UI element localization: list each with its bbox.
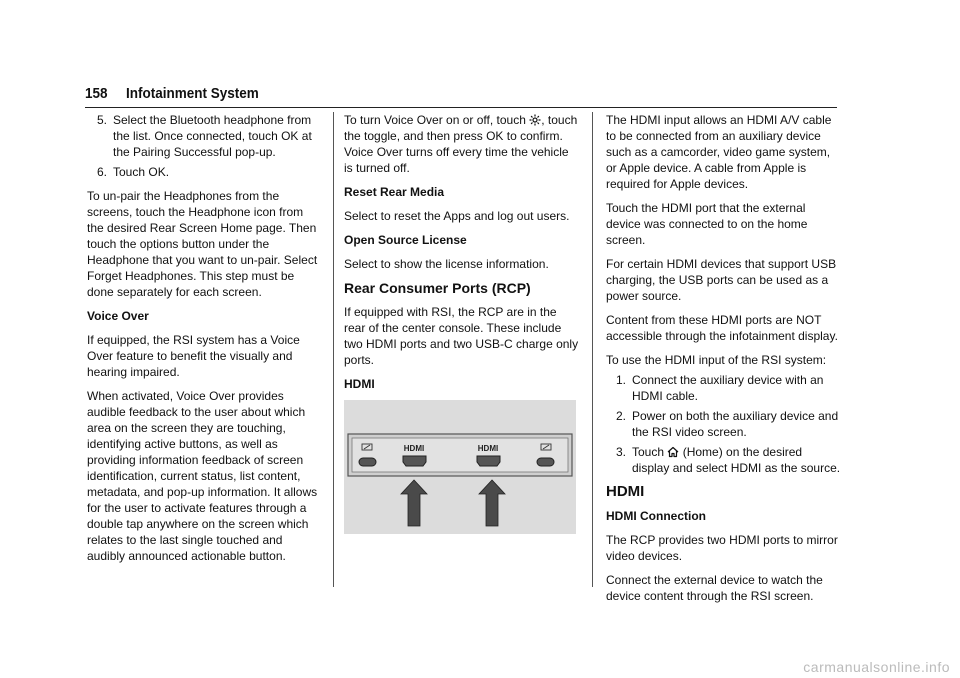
column-divider bbox=[333, 112, 334, 587]
list-item bbox=[87, 112, 323, 160]
step-number: 1. bbox=[615, 373, 626, 387]
voice-over-paragraph-2: When activated, Voice Over provides audible feedback to the user about which area on the screen they are touching, identifying active buttons, as well as providing information feedback of screen identification, current status, list content, metadata, and pop-up information. It allows for the user to activate features through a double tap anywhere on the screen which relates to the last single touched and audibly announced actionable button. bbox=[87, 389, 318, 563]
port-panel-inner bbox=[352, 438, 568, 472]
hdmi-connection-paragraph-1: The RCP provides two HDMI ports to mirror video devices. bbox=[606, 533, 838, 563]
toggle-text-b: , touch the toggle, and then press OK to confirm. Voice Over turns off every time the vehicle is turned off. bbox=[344, 113, 578, 175]
section-title: Infotainment System bbox=[126, 85, 259, 102]
rcp-ports-illustration bbox=[344, 400, 576, 534]
hdmi-section-heading: HDMI bbox=[606, 483, 645, 500]
open-source-license-paragraph: Select to show the license information. bbox=[344, 257, 549, 271]
list-item bbox=[606, 444, 842, 476]
page-header bbox=[85, 82, 837, 108]
step-text: Touch OK. bbox=[113, 165, 170, 179]
unpair-paragraph: To un-pair the Headphones from the screens, touch the Headphone icon from the desired Rear Screen Home page. Then touch the options button under the Headphone that you want to un-pair. Select Forget Headphones. This step must be done separately for each screen. bbox=[87, 189, 318, 299]
hdmi-paragraph-5: To use the HDMI input of the RSI system: bbox=[606, 353, 827, 367]
watermark: carmanualsonline.info bbox=[803, 659, 950, 675]
column-divider bbox=[592, 112, 593, 587]
gear-icon bbox=[529, 114, 541, 126]
step-number: 5. bbox=[96, 113, 107, 127]
step-text: Connect the auxiliary device with an HDMI cable. bbox=[632, 373, 824, 403]
hdmi-label-right: HDMI bbox=[477, 444, 499, 453]
toggle-text-a: To turn Voice Over on or off, touch bbox=[344, 113, 530, 127]
column-3 bbox=[606, 112, 842, 612]
page-number: 158 bbox=[85, 85, 108, 102]
voice-over-heading: Voice Over bbox=[87, 309, 149, 323]
hdmi-paragraph-2: Touch the HDMI port that the external device was connected to on the home screen. bbox=[606, 201, 808, 247]
hdmi-paragraph-1: The HDMI input allows an HDMI A/V cable to be connected from an auxiliary device such as a camcorder, video game system, or Apple device. A cable from Apple is required for Apple devices. bbox=[606, 113, 832, 191]
step-text: Power on both the auxiliary device and the RSI video screen. bbox=[632, 409, 839, 439]
voice-over-toggle-paragraph bbox=[344, 112, 580, 176]
arrow-up-icon bbox=[479, 480, 505, 526]
step-number: 3. bbox=[615, 445, 626, 459]
step-number: 2. bbox=[615, 409, 626, 423]
rcp-ports-svg bbox=[344, 400, 576, 534]
hdmi-figure-heading: HDMI bbox=[344, 377, 375, 391]
hdmi-connection-heading: HDMI Connection bbox=[606, 509, 706, 523]
column-2 bbox=[344, 112, 580, 534]
rcp-heading: Rear Consumer Ports (RCP) bbox=[344, 280, 531, 296]
voice-over-paragraph-1: If equipped, the RSI system has a Voice Over feature to benefit the visually and hearing impaired. bbox=[87, 333, 300, 379]
hdmi-paragraph-4: Content from these HDMI ports are NOT accessible through the infotainment display. bbox=[606, 313, 838, 343]
step-text: Select the Bluetooth headphone from the list. Once connected, touch OK at the Pairing Successful pop-up. bbox=[113, 113, 312, 159]
list-item bbox=[606, 408, 842, 440]
arrow-up-icon bbox=[401, 480, 427, 526]
step3-text-b: (Home) on the desired display and select HDMI as the source. bbox=[632, 445, 841, 475]
home-icon bbox=[667, 446, 679, 458]
reset-rear-media-paragraph: Select to reset the Apps and log out users. bbox=[344, 209, 570, 223]
reset-rear-media-heading: Reset Rear Media bbox=[344, 185, 445, 199]
step-text bbox=[632, 444, 842, 476]
hdmi-label-left: HDMI bbox=[403, 444, 425, 453]
rcp-paragraph: If equipped with RSI, the RCP are in the rear of the center console. These include two HDMI ports and two USB-C charge only ports. bbox=[344, 305, 579, 367]
list-item bbox=[87, 164, 323, 180]
step-number: 6. bbox=[96, 165, 107, 179]
hdmi-paragraph-3: For certain HDMI devices that support USB charging, the USB ports can be used as a power source. bbox=[606, 257, 837, 303]
open-source-license-heading: Open Source License bbox=[344, 233, 467, 247]
list-item bbox=[606, 372, 842, 404]
column-1 bbox=[87, 112, 323, 572]
hdmi-connection-paragraph-2: Connect the external device to watch the device content through the RSI screen. bbox=[606, 573, 823, 603]
step3-text-a: Touch bbox=[632, 445, 668, 459]
